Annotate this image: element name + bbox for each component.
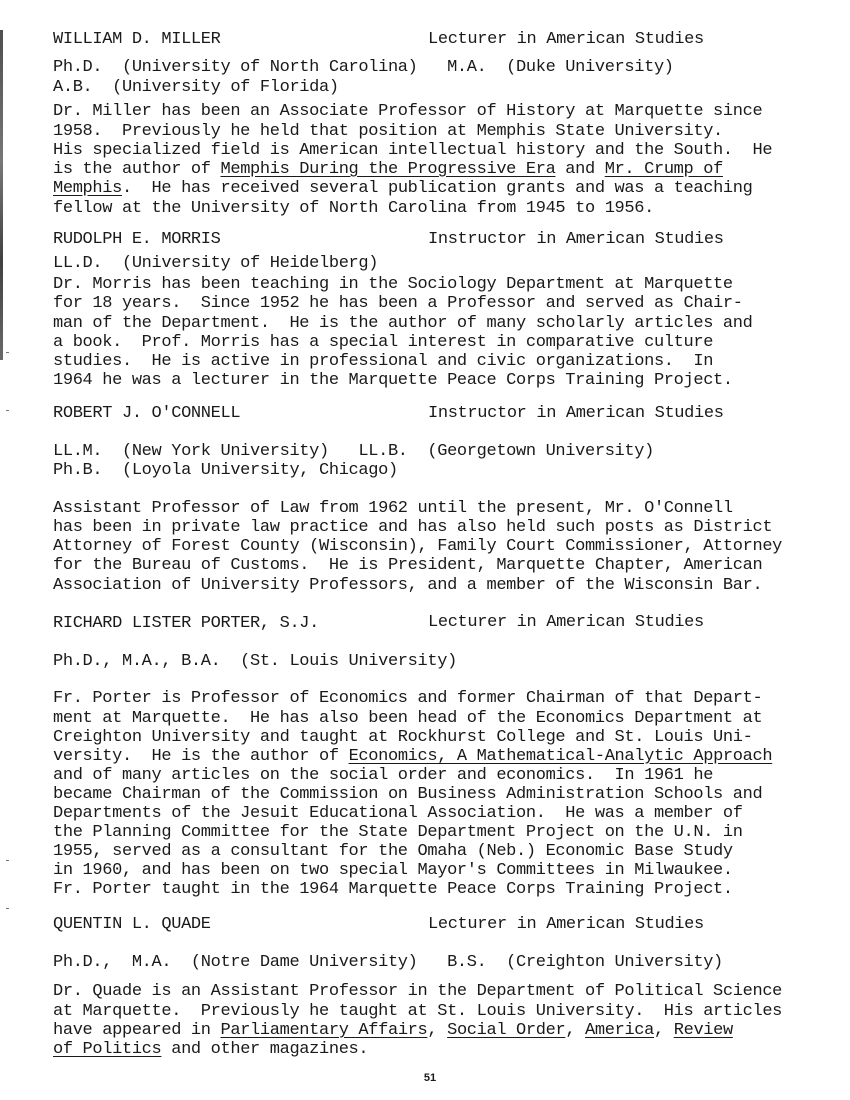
book-title: Mr. Crump of (604, 160, 723, 179)
bio-line: 1964 he was a lecturer in the Marquette Peace Corps Training Project. (53, 371, 733, 390)
bio-line: have appeared in Parliamentary Affairs, Social Order, America, Review (53, 1021, 733, 1040)
bio-line: 1958. Previously he held that position at Memphis State University. (53, 122, 723, 141)
degree-line: Ph.D., M.A., B.A. (St. Louis University) (53, 652, 457, 671)
book-title: Memphis During the Progressive Era (220, 160, 556, 179)
bio-line: Dr. Miller has been an Associate Professor of History at Marquette since (53, 102, 763, 121)
degree-line: LL.D. (University of Heidelberg) (53, 254, 379, 273)
bio-line: 1955, served as a consultant for the Omaha (Neb.) Economic Base Study (53, 842, 733, 861)
degree-line: Ph.D., M.A. (Notre Dame University) B.S. (Creighton University) (53, 953, 723, 972)
book-title: Economics, A Mathematical-Analytic Approach (348, 747, 773, 766)
scan-binding-edge (0, 30, 3, 360)
degree-line: Ph.D. (University of North Carolina) M.A. (Duke University) (53, 58, 674, 77)
bio-line: Memphis. He has received several publication grants and was a teaching (53, 179, 753, 198)
bio-line: ment at Marquette. He has also been head of the Economics Department at (53, 709, 763, 728)
degree-line: Ph.B. (Loyola University, Chicago) (53, 461, 398, 480)
bio-line: versity. He is the author of Economics, A Mathematical-Analytic Approach (53, 747, 773, 766)
journal-title: Social Order (447, 1021, 566, 1040)
bio-line: Dr. Quade is an Assistant Professor in the Department of Political Science (53, 982, 783, 1001)
faculty-title: Instructor in American Studies (428, 230, 724, 249)
bio-line: Association of University Professors, and a member of the Wisconsin Bar. (53, 576, 763, 595)
scan-mark (6, 860, 9, 861)
faculty-name: WILLIAM D. MILLER (53, 30, 221, 49)
bio-line: man of the Department. He is the author of many scholarly articles and (53, 314, 753, 333)
faculty-title: Lecturer in American Studies (428, 915, 704, 934)
bio-line: at Marquette. Previously he taught at St. Louis University. His articles (53, 1002, 783, 1021)
faculty-name: ROBERT J. O'CONNELL (53, 404, 241, 423)
scan-mark (6, 908, 9, 909)
book-title: Memphis (53, 179, 122, 198)
faculty-name: RICHARD LISTER PORTER, S.J. (53, 614, 319, 633)
bio-line: for the Bureau of Customs. He is President, Marquette Chapter, American (53, 556, 763, 575)
bio-line: the Planning Committee for the State Department Project on the U.N. in (53, 823, 743, 842)
journal-title: Review (673, 1021, 733, 1040)
faculty-name: QUENTIN L. QUADE (53, 915, 211, 934)
faculty-title: Lecturer in American Studies (428, 613, 704, 632)
journal-title: of Politics (53, 1040, 162, 1059)
bio-line: Creighton University and taught at Rockhurst College and St. Louis Uni- (53, 728, 753, 747)
page-number: 51 (423, 1072, 437, 1084)
bio-line: has been in private law practice and has also held such posts as District (53, 518, 773, 537)
degree-line: A.B. (University of Florida) (53, 78, 339, 97)
bio-line: fellow at the University of North Carolina from 1945 to 1956. (53, 199, 654, 218)
bio-line: His specialized field is American intellectual history and the South. He (53, 141, 773, 160)
bio-line: is the author of Memphis During the Progressive Era and Mr. Crump of (53, 160, 723, 179)
faculty-name: RUDOLPH E. MORRIS (53, 230, 221, 249)
bio-line: studies. He is active in professional and civic organizations. In (53, 352, 714, 371)
bio-line: and of many articles on the social order and economics. In 1961 he (53, 766, 714, 785)
bio-line: Fr. Porter taught in the 1964 Marquette Peace Corps Training Project. (53, 880, 733, 899)
journal-title: Parliamentary Affairs (220, 1021, 428, 1040)
faculty-title: Lecturer in American Studies (428, 30, 704, 49)
bio-line: in 1960, and has been on two special Mayor's Committees in Milwaukee. (53, 861, 733, 880)
bio-line: Assistant Professor of Law from 1962 until the present, Mr. O'Connell (53, 499, 733, 518)
degree-line: LL.M. (New York University) LL.B. (Georgetown University) (53, 442, 654, 461)
faculty-title: Instructor in American Studies (428, 404, 724, 423)
bio-line: became Chairman of the Commission on Business Administration Schools and (53, 785, 763, 804)
bio-line: Dr. Morris has been teaching in the Sociology Department at Marquette (53, 275, 733, 294)
bio-line: for 18 years. Since 1952 he has been a Professor and served as Chair- (53, 294, 743, 313)
bio-line: Fr. Porter is Professor of Economics and former Chairman of that Depart- (53, 689, 763, 708)
bio-line: Attorney of Forest County (Wisconsin), Family Court Commissioner, Attorney (53, 537, 783, 556)
bio-line: Departments of the Jesuit Educational Association. He was a member of (53, 804, 743, 823)
scan-mark (6, 352, 9, 353)
scan-mark (6, 410, 9, 411)
journal-title: America (585, 1021, 655, 1040)
bio-line: a book. Prof. Morris has a special interest in comparative culture (53, 333, 714, 352)
bio-line: of Politics and other magazines. (53, 1040, 369, 1059)
